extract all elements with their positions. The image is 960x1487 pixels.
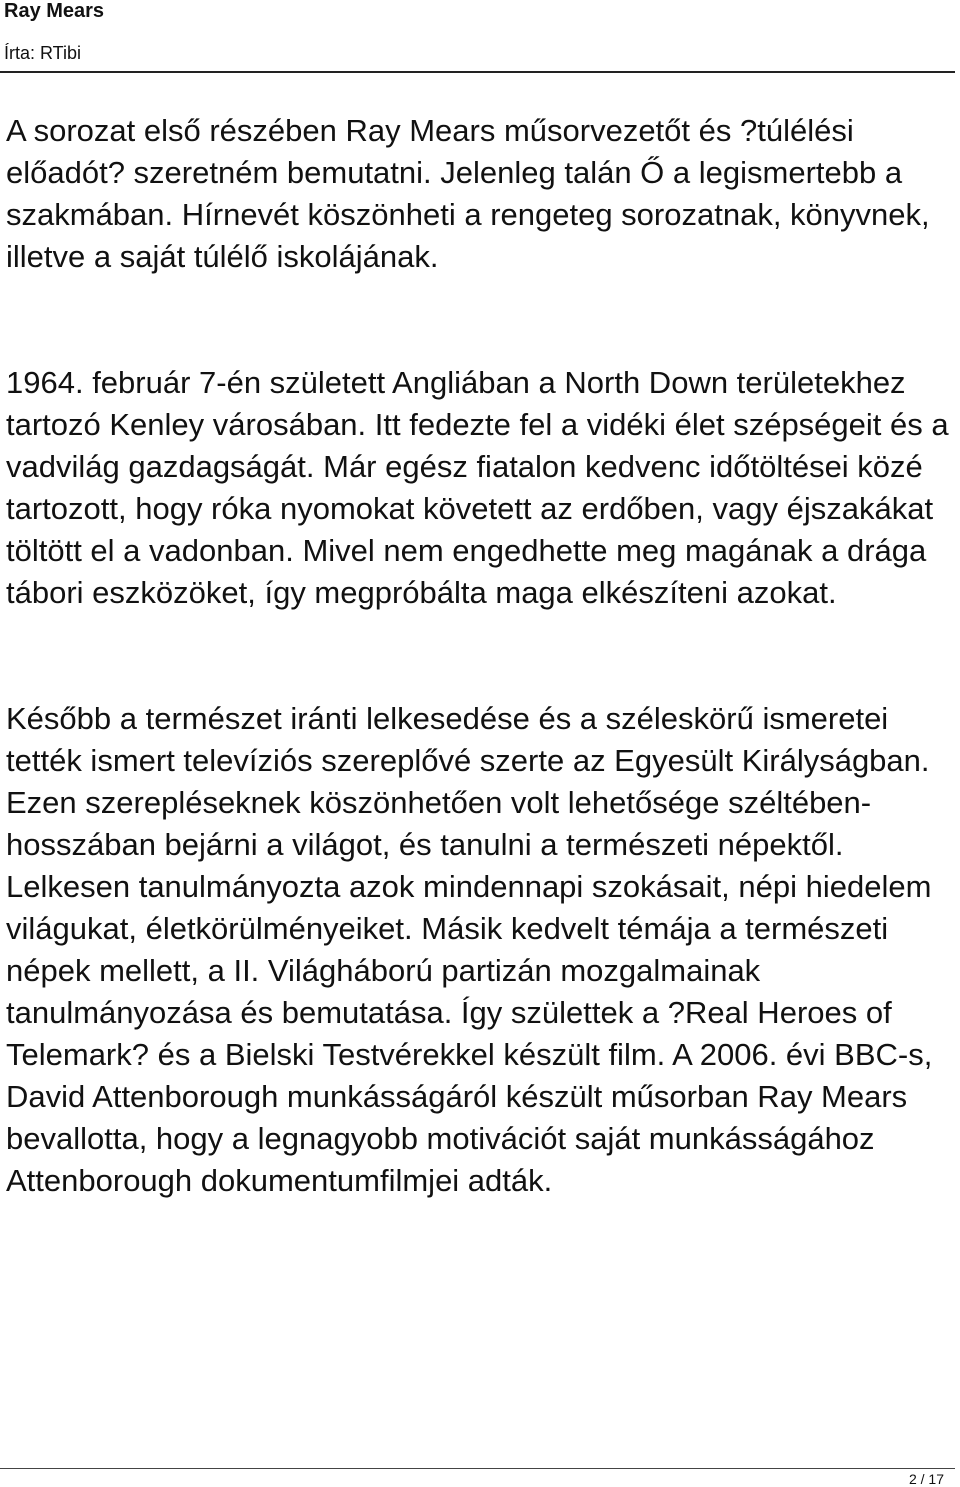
document-title: Ray Mears [4,0,105,22]
header-divider [0,71,955,73]
paragraph-career: Később a természet iránti lelkesedése és a széleskörű ismeretei tették ismert televíziós szereplővé szerte az Egyesült Királyságban. Ezen szerepléseknek köszönhetően volt lehetősége széltében-hosszában bejárni a világot, és tanulni a természeti népektől. Lelkesen tanulmányozta azok mindennapi szokásait, népi hiedelem világukat, életkörülményeiket. Másik kedvelt témája a természeti népek mellett, a II. Világháború partizán mozgalmainak tanulmányozása és bemutatása. Így születtek a ?Real Heroes of Telemark? és a Bielski Testvérekkel készült film. A 2006. évi BBC-s, David Attenborough munkásságáról készült műsorban Ray Mears bevallotta, hogy a legnagyobb motivációt saját munkásságához Attenborough dokumentumfilmjei adták. [6,701,933,1198]
paragraph-intro: A sorozat első részében Ray Mears műsorvezetőt és ?túlélési előadót? szeretném bemutatni. Jelenleg talán Ő a legismertebb a szakmában. Hírnevét köszönheti a rengeteg sorozatnak, könyvnek, illetve a saját túlélő iskolájának. [6,113,930,274]
paragraph-biography: 1964. február 7-én született Angliában a North Down területekhez tartozó Kenley városában. Itt fedezte fel a vidéki élet szépségeit és a vadvilág gazdagságát. Már egész fiatalon kedvenc időtöltései közé tartozott, hogy róka nyomokat követett az erdőben, vagy éjszakákat töltött el a vadonban. Mivel nem engedhette meg magának a drága tábori eszközöket, így megpróbálta maga elkészíteni azokat. [6,365,949,610]
page-number: 2 / 17 [908,1471,944,1487]
author-line: Írta: RTibi [4,43,82,63]
article-body [6,110,951,1202]
footer-divider [0,1468,955,1469]
